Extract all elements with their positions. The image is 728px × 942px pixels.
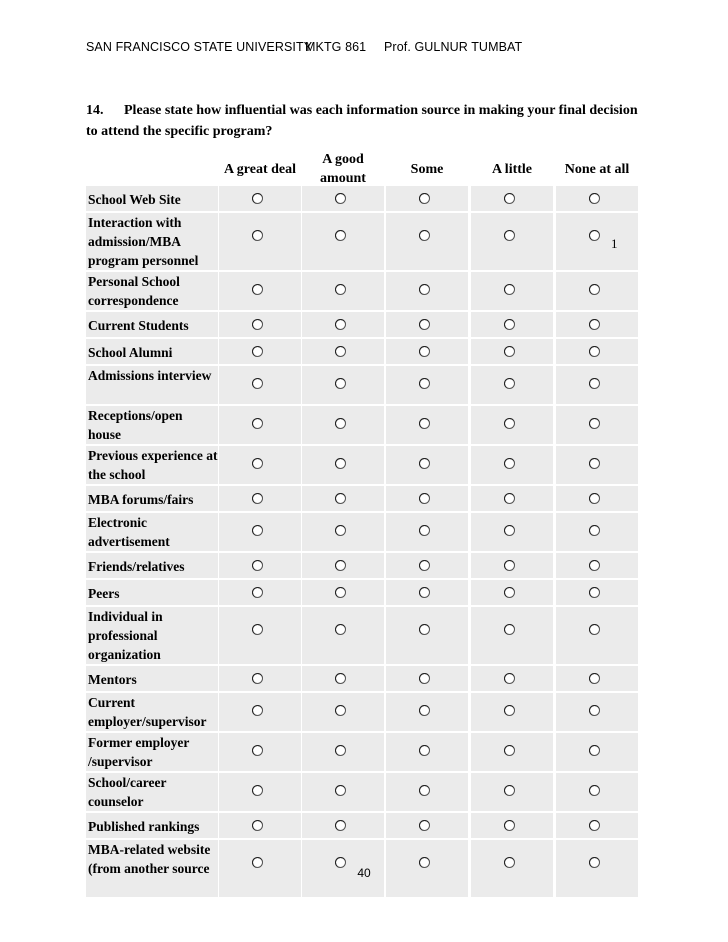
- radio-a-great-deal[interactable]: [252, 230, 263, 241]
- radio-some[interactable]: [419, 284, 430, 295]
- table-row: [86, 186, 644, 213]
- table-row: [86, 580, 644, 607]
- table-row: [86, 693, 644, 733]
- row-label: Current Students: [88, 318, 189, 333]
- radio-a-good-amount[interactable]: [335, 624, 346, 635]
- radio-a-great-deal[interactable]: [252, 525, 263, 536]
- radio-none-at-all[interactable]: [589, 193, 600, 204]
- row-label: School Alumni: [88, 345, 173, 360]
- radio-a-little[interactable]: [504, 319, 515, 330]
- table-row: [86, 773, 644, 813]
- radio-some[interactable]: [419, 745, 430, 756]
- radio-none-at-all[interactable]: [589, 346, 600, 357]
- row-label: Personal School correspondence: [88, 274, 180, 308]
- radio-a-little[interactable]: [504, 587, 515, 598]
- row-label: Peers: [88, 586, 120, 601]
- row-label: MBA-related website (from another source: [88, 842, 211, 876]
- radio-a-great-deal[interactable]: [252, 624, 263, 635]
- page-number: 40: [357, 866, 371, 880]
- radio-none-at-all[interactable]: [589, 418, 600, 429]
- radio-some[interactable]: [419, 785, 430, 796]
- radio-a-good-amount[interactable]: [335, 525, 346, 536]
- radio-some[interactable]: [419, 319, 430, 330]
- radio-some[interactable]: [419, 673, 430, 684]
- radio-a-great-deal[interactable]: [252, 284, 263, 295]
- table-row: [86, 366, 644, 406]
- radio-a-good-amount[interactable]: [335, 418, 346, 429]
- column-header-3: Some: [410, 162, 444, 177]
- table-row: [86, 607, 644, 666]
- row-label: School/career counselor: [88, 775, 167, 809]
- radio-a-little[interactable]: [504, 745, 515, 756]
- radio-a-little[interactable]: [504, 346, 515, 357]
- radio-a-great-deal[interactable]: [252, 418, 263, 429]
- radio-a-good-amount[interactable]: [335, 705, 346, 716]
- row-label: Previous experience at the school: [88, 448, 218, 482]
- radio-a-little[interactable]: [504, 230, 515, 241]
- radio-a-great-deal[interactable]: [252, 587, 263, 598]
- radio-none-at-all[interactable]: [589, 319, 600, 330]
- row-label: Published rankings: [88, 819, 200, 834]
- column-header-4: A little: [491, 162, 533, 177]
- radio-none-at-all[interactable]: [589, 525, 600, 536]
- row-label: Individual in professional organization: [88, 609, 163, 662]
- question-text: Please state how influential was each information source in making your final decision to attend the specific program?: [86, 103, 638, 139]
- radio-a-little[interactable]: [504, 493, 515, 504]
- radio-a-good-amount[interactable]: [335, 319, 346, 330]
- radio-some[interactable]: [419, 230, 430, 241]
- radio-none-at-all[interactable]: [589, 705, 600, 716]
- radio-some[interactable]: [419, 560, 430, 571]
- row-label: MBA forums/fairs: [88, 492, 194, 507]
- radio-a-great-deal[interactable]: [252, 458, 263, 469]
- radio-none-at-all[interactable]: [589, 785, 600, 796]
- radio-a-great-deal[interactable]: [252, 493, 263, 504]
- radio-a-good-amount[interactable]: [335, 785, 346, 796]
- radio-a-great-deal[interactable]: [252, 319, 263, 330]
- table-row: [86, 312, 644, 339]
- table-row: [86, 553, 644, 580]
- radio-some[interactable]: [419, 493, 430, 504]
- radio-none-at-all[interactable]: [589, 624, 600, 635]
- row-label: Admissions interview: [88, 368, 212, 383]
- radio-a-great-deal[interactable]: [252, 745, 263, 756]
- radio-none-at-all[interactable]: [589, 587, 600, 598]
- row-label: Electronic advertisement: [88, 515, 170, 549]
- radio-none-at-all[interactable]: [589, 378, 600, 389]
- radio-a-little[interactable]: [504, 560, 515, 571]
- radio-a-little[interactable]: [504, 624, 515, 635]
- column-header-1: A great deal: [223, 162, 297, 177]
- radio-a-little[interactable]: [504, 785, 515, 796]
- radio-a-little[interactable]: [504, 705, 515, 716]
- radio-a-great-deal[interactable]: [252, 705, 263, 716]
- radio-some[interactable]: [419, 193, 430, 204]
- radio-a-great-deal[interactable]: [252, 193, 263, 204]
- table-row: [86, 446, 644, 486]
- radio-none-at-all[interactable]: [589, 820, 600, 831]
- course-code: MKTG 861: [305, 40, 367, 54]
- table-row: [86, 406, 644, 446]
- radio-a-little[interactable]: [504, 418, 515, 429]
- radio-a-little[interactable]: [504, 284, 515, 295]
- radio-some[interactable]: [419, 587, 430, 598]
- radio-a-great-deal[interactable]: [252, 378, 263, 389]
- radio-none-at-all[interactable]: [589, 284, 600, 295]
- radio-a-good-amount[interactable]: [335, 673, 346, 684]
- radio-some[interactable]: [419, 418, 430, 429]
- radio-some[interactable]: [419, 458, 430, 469]
- row-label: Interaction with admission/MBA program personnel: [88, 215, 199, 268]
- radio-a-little[interactable]: [504, 525, 515, 536]
- radio-a-little[interactable]: [504, 458, 515, 469]
- radio-a-little[interactable]: [504, 193, 515, 204]
- radio-none-at-all[interactable]: [589, 560, 600, 571]
- table-row: [86, 213, 644, 272]
- radio-a-good-amount[interactable]: [335, 587, 346, 598]
- table-row: [86, 486, 644, 513]
- radio-none-at-all[interactable]: [589, 493, 600, 504]
- radio-a-good-amount[interactable]: [335, 820, 346, 831]
- table-row: [86, 733, 644, 773]
- radio-none-at-all[interactable]: [589, 745, 600, 756]
- university-name: SAN FRANCISCO STATE UNIVERSITY: [86, 40, 313, 54]
- row-label: Former employer /supervisor: [88, 735, 190, 769]
- radio-none-at-all[interactable]: [589, 230, 600, 241]
- radio-some[interactable]: [419, 378, 430, 389]
- question-text-block: [86, 100, 646, 142]
- footnote-mark: 1: [611, 236, 618, 251]
- radio-a-good-amount[interactable]: [335, 745, 346, 756]
- radio-a-good-amount[interactable]: [335, 560, 346, 571]
- radio-a-little[interactable]: [504, 820, 515, 831]
- row-label: Receptions/open house: [88, 408, 183, 442]
- row-label: Mentors: [88, 672, 137, 687]
- table-row: [86, 513, 644, 553]
- likert-grid: [86, 186, 644, 899]
- radio-a-good-amount[interactable]: [335, 493, 346, 504]
- row-label: Friends/relatives: [88, 559, 185, 574]
- radio-a-good-amount[interactable]: [335, 230, 346, 241]
- radio-a-good-amount[interactable]: [335, 458, 346, 469]
- radio-a-great-deal[interactable]: [252, 820, 263, 831]
- column-header-2: A good amount: [320, 152, 366, 186]
- row-label: Current employer/supervisor: [88, 695, 207, 729]
- radio-a-great-deal[interactable]: [252, 785, 263, 796]
- table-row: [86, 666, 644, 693]
- radio-some[interactable]: [419, 525, 430, 536]
- table-row: [86, 272, 644, 312]
- professor-name: Prof. GULNUR TUMBAT: [384, 40, 523, 54]
- radio-a-good-amount[interactable]: [335, 378, 346, 389]
- radio-some[interactable]: [419, 624, 430, 635]
- question-number: 14.: [86, 103, 104, 118]
- table-row: [86, 813, 644, 840]
- radio-a-good-amount[interactable]: [335, 193, 346, 204]
- radio-a-little[interactable]: [504, 673, 515, 684]
- radio-a-great-deal[interactable]: [252, 346, 263, 357]
- radio-some[interactable]: [419, 346, 430, 357]
- table-row: [86, 339, 644, 366]
- radio-a-little[interactable]: [504, 378, 515, 389]
- radio-some[interactable]: [419, 705, 430, 716]
- row-label: School Web Site: [88, 192, 181, 207]
- column-header-5: None at all: [564, 162, 630, 177]
- radio-some[interactable]: [419, 820, 430, 831]
- radio-a-great-deal[interactable]: [252, 673, 263, 684]
- radio-a-great-deal[interactable]: [252, 560, 263, 571]
- radio-none-at-all[interactable]: [589, 458, 600, 469]
- radio-a-good-amount[interactable]: [335, 346, 346, 357]
- radio-a-good-amount[interactable]: [335, 284, 346, 295]
- radio-none-at-all[interactable]: [589, 673, 600, 684]
